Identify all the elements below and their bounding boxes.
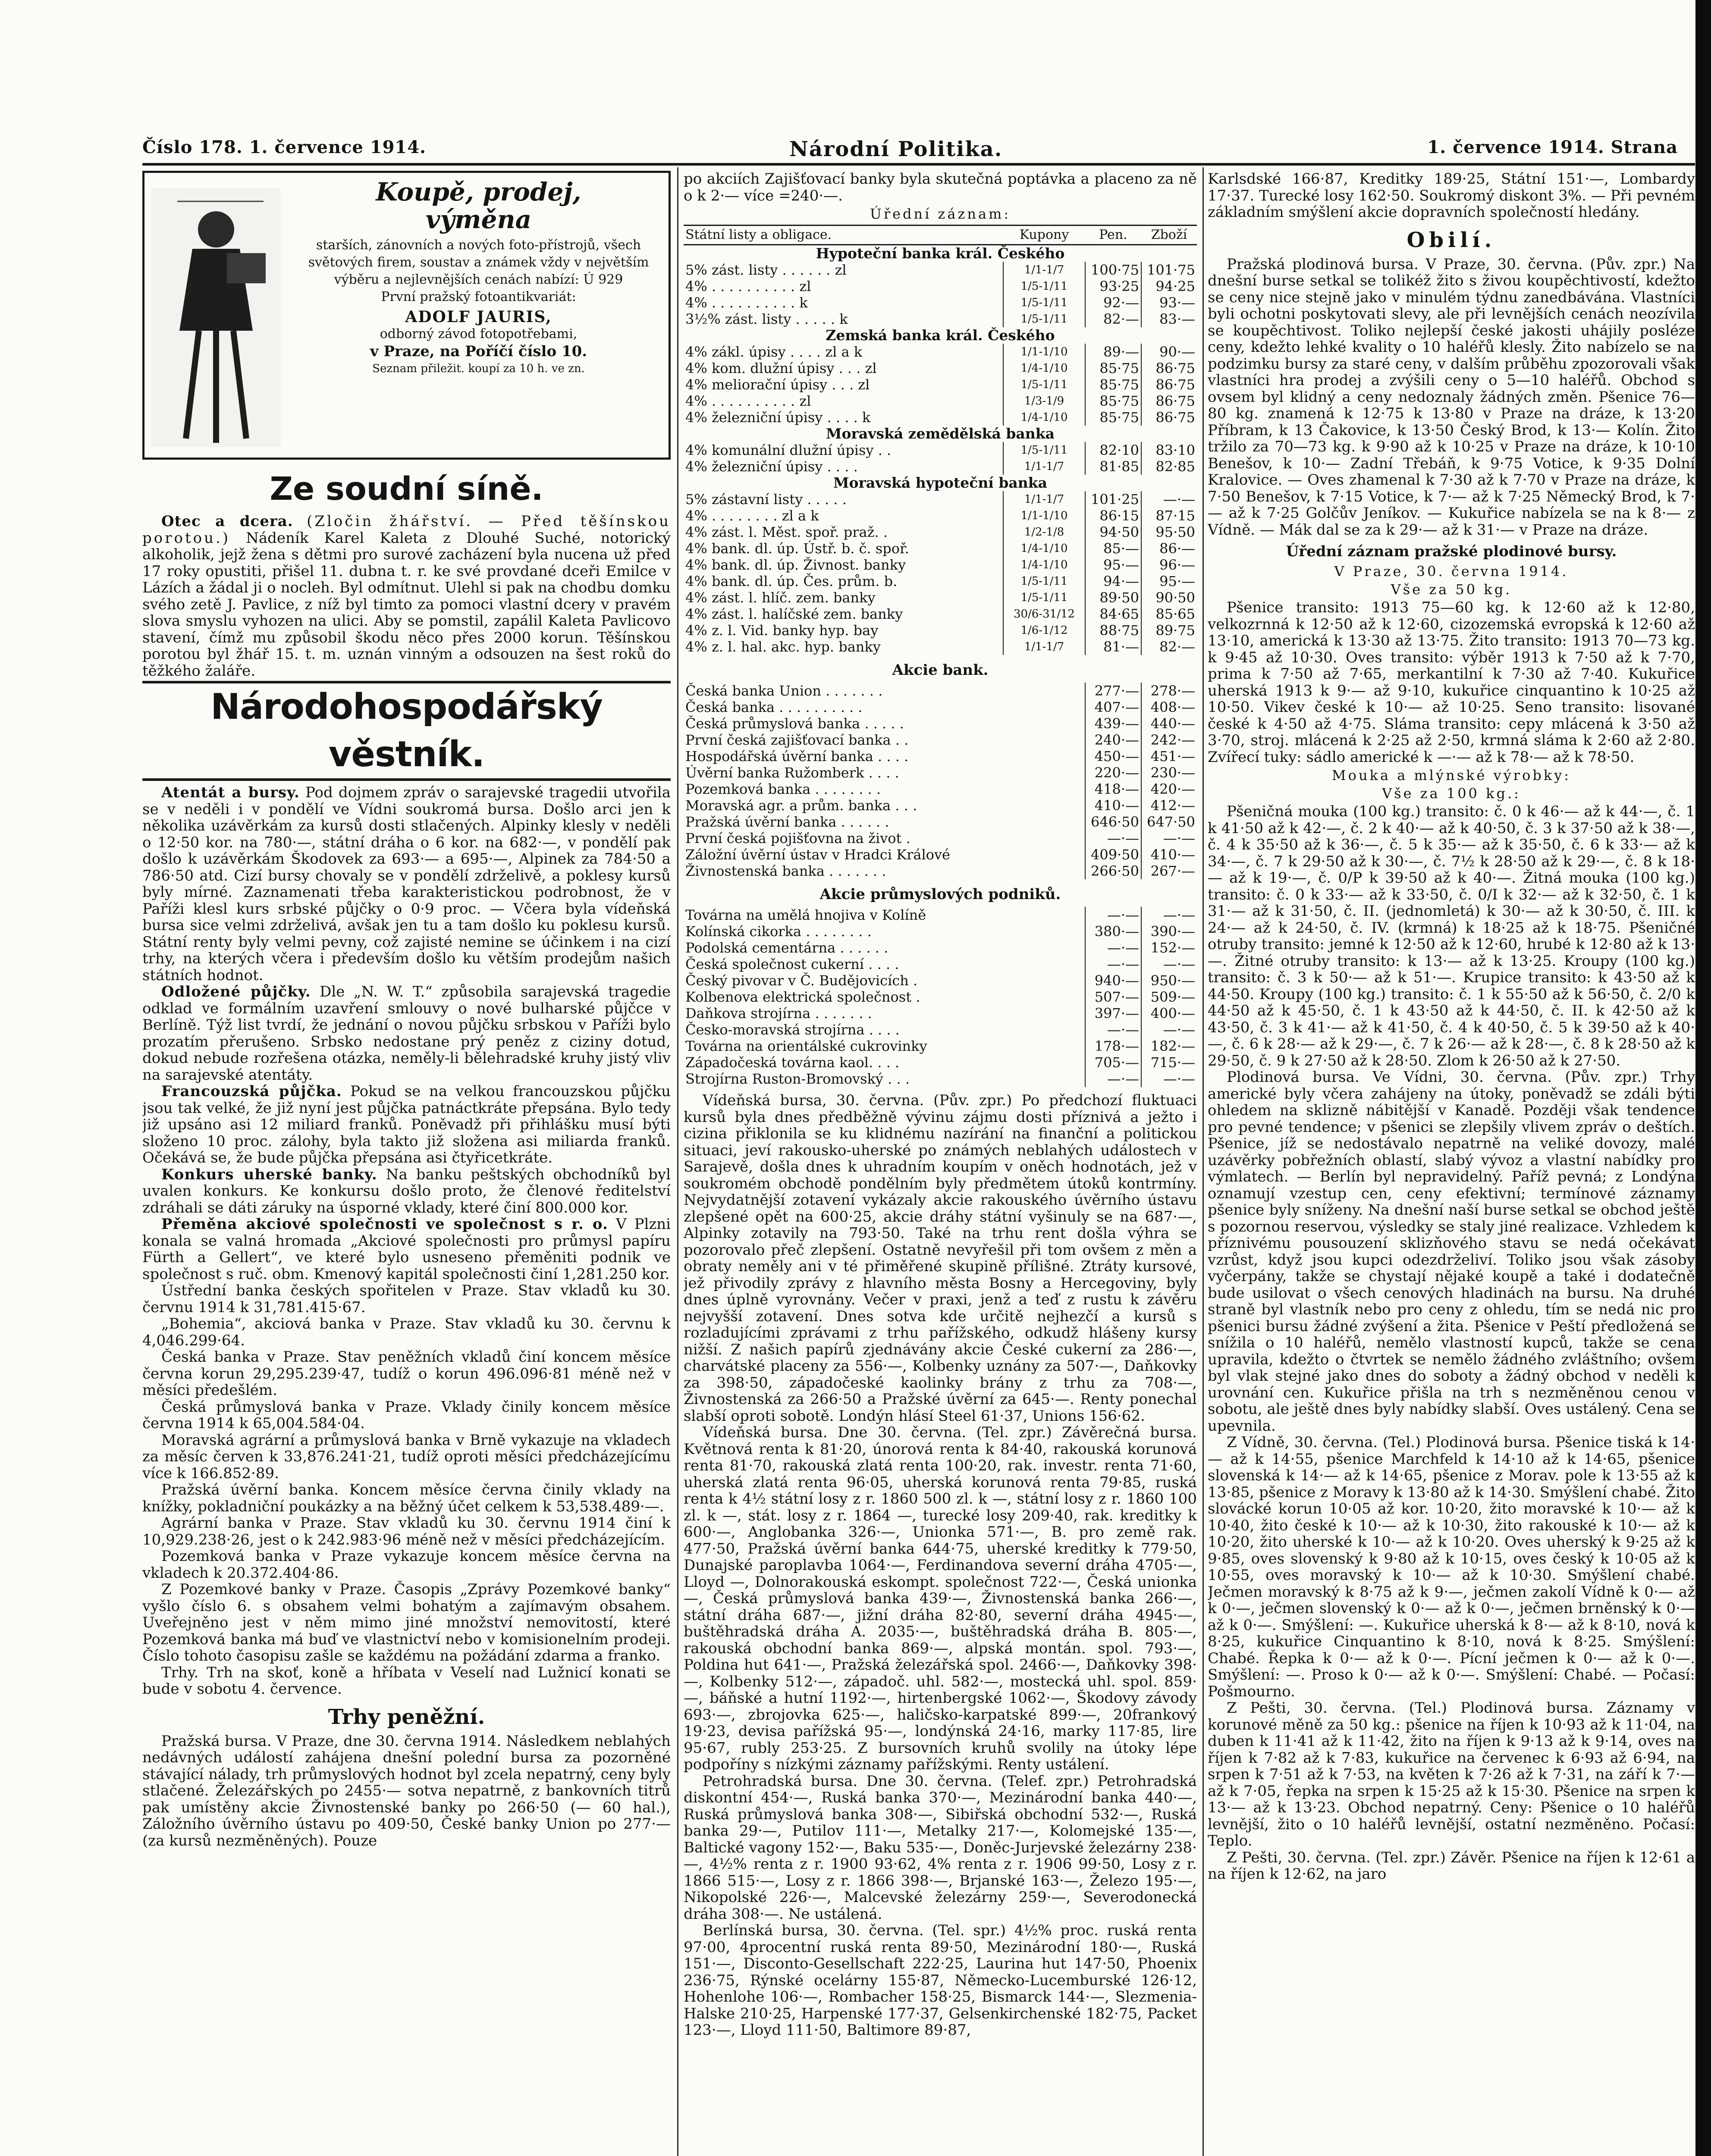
economy-article [142, 1083, 671, 1166]
bond-quotes-table [684, 225, 1197, 655]
ask-price: 83·— [1141, 311, 1197, 327]
ask-price: 95·50 [1141, 524, 1197, 540]
table-row [684, 748, 1197, 765]
coupon-dates: 1/1-1/10 [1003, 508, 1085, 524]
ask-price: 86·75 [1141, 360, 1197, 376]
grain-prices: Pšenice transito: 1913 75—60 kg. k 12·60 až k 12·80, velkozrnná k 12·50 až k 12·60, cizozemská evropská k 12·60 až 13·10, americká k 13·30 až 13·75. Žito transito: 1913 70—73 kg. k 9·45 až 10·30. Oves transito: výběr 1913 k 7·50 až k 7·70, prima k 7·50 až 7·65, merkantilní k 7·30 až 7·40. Kukuřice uherská 1913 k 9·— až 9·10, kukuřice cinquantino k 10·25 až 10·50. Vikev české k 10·— až 10·25. Seno transito: lisované české k 4·50 až 4·75. Sláma transito: cepy mlácená k 3·50 až 3·70, stroj. mlácená k 2·25 až 2·50, krmná sláma k 2·60 až 2·80. Zvířecí tuky: sádlo americké k —·— až k 78·— až k 78·50. [1208, 599, 1695, 766]
ask-price: 96·— [1141, 557, 1197, 573]
security-name: 4% z. l. Vid. banky hyp. bay [685, 622, 879, 639]
article-text: Pod dojmem zpráv o sarajevské tragedii utvořila se v neděli i v pondělí ve Vídni soukromá bursa. Došlo arci jen k několika uzávěrkám za kursů dosti stlačených. Alpinky klesly v neděli o 12·50 kor. na 780·—, státní dráha o 6 kor. na 682·—, v pondělí pak došlo k uzávěrkám Škodovek za 693·— a 695·—, Alpinek za 784·50 a 786·50 atd. Cizí bursy chovaly se v pondělí zdrželivě, a poklesy kursů byly mírné. Zaznamenati třeba karakteristickou podrobnost, že v Paříži klesl kurs srbské půjčky o 0·9 proc. — Včera byla vídeňská bursa sice velmi zdrželivá, avšak jen tu a tam došlo ku poklesu kursů. Státní renty byly velmi pevny, což zajisté nemine se účinkem i na cizí trhy, na kterých včera i především došlo ku větším prodejům našich státních hodnot. [142, 784, 671, 984]
advert-note: Seznam přiležit. koupí za 10 h. ve zn. [372, 362, 585, 375]
security-name: 4% . . . . . . . . . . zl [685, 278, 811, 295]
bid-price: 940·— [1085, 972, 1141, 989]
coupon-dates: 1/5-1/11 [1003, 376, 1085, 393]
coupon-dates: 1/6-1/12 [1003, 622, 1085, 639]
table-row [684, 278, 1197, 295]
table-header-coupons: Kupony [1003, 226, 1085, 245]
bid-price: 85·75 [1085, 393, 1141, 409]
bid-price: 410·— [1085, 797, 1141, 814]
article-text: Pokud se na velkou francouzskou půjčku jsou tak velké, že již nyní jest půjčka patnáctkráte přepsána. Bylo tedy již upsáno asi 12 miliard franků. Poněvadž při přihlášku musí býti složeno 10 proc. zálohy, byla takto již složena asi miliarda franků. Očekává se, že bude půjčka přepsána asi čtyřicetkráte. [142, 1083, 671, 1166]
table-row [684, 360, 1197, 376]
ask-price: 85·65 [1141, 606, 1197, 622]
column-divider [1202, 167, 1204, 2156]
ask-price: 86·— [1141, 540, 1197, 557]
vienna-exchange-report: Vídeňská bursa, 30. června. (Pův. zpr.) Po předchozí fluktuaci kursů byla dnes předběžně vývinu zájmu dosti příznivá a ježto i cizina přiklonila se ku klidnému nazírání na finanční a politickou situaci, jeví rakousko-uherské po známých neblahých událostech v Sarajevě, došla dnes k uhradním koupím v oněch hodnotách, jež v soukromém obchodě pondělním byly předmětem útoků kontrmíny. Nejvydatnější zotavení vykázaly akcie rakouského úvěrního ústavu zlepšené opět na 600·25, akcie dráhy státní vyšinuly se na 687·—, Alpinky zotavily na 793·50. Také na trhu rent došla výhra se pozorovalo přeč zlepšení. Ostatně nevyřešil při tom ovšem z měn a obraty neměly ani v té přiměřené skupině přílišné. Ztráty kursové, jež přivodily zprávy z hlavního města Bosny a Hercegoviny, byly dnes úplně vyrovnány. Večer v praxi, jenž a teď z rustu k závěru nejvyšší zotavení. Dnes sotva kde určitě nejhezčí a kursů s rozladujícími zprávami z trhu pařížského, odkudž hlášeny kursy nižší. Z našich papírů zjednávány akcie České cukerní za 286·—, charvátské placeny za 556·—, Kolbenky uznány za 507·—, Daňkovky za 398·50, západočeské kaolinky brány z trhu za 708·—, Živnostenská za 266·50 a Pražské úvěrní za 645·—. Renty ponechal slabší oproti sobotě. Londýn hlásí Steel 61·37, Unions 156·62. [684, 1092, 1197, 1425]
table-row [684, 245, 1197, 262]
security-name: Daňkova strojírna . . . . . . . [685, 1005, 872, 1022]
deposit-notice: Agrární banka v Praze. Stav vkladů ku 30. červnu 1914 činí k 10,929.238·26, jest o k 242.983·96 méně než v měsíci předcházejícím. [142, 1514, 671, 1548]
bid-price: 220·— [1085, 765, 1141, 781]
prague-exchange-report: Pražská bursa. V Praze, dne 30. června 1914. Následkem neblahých nedávných událostí zahájena dnešní polední bursa za pozorněné stávající nálady, trh průmyslových hodnot byl zcela nepatrný, ceny byly stlačené. Železářských po 2455·— sotva nepatrně, z bankovních titrů pak umístěny akcie Živnostenské banky po 266·50 (— 60 hal.), Záložního úvěrního ústavu po 409·50, České banky Union po 277·— (za kursů nezměněných). Pouze [142, 1732, 671, 1849]
ask-price: 87·15 [1141, 508, 1197, 524]
security-name: 4% bank. dl. úp. Ústř. b. č. spoř. [685, 540, 909, 557]
ask-price: 90·50 [1141, 589, 1197, 606]
deposit-notice: Trhy. Trh na skoť, koně a hříbata v Veselí nad Lužnicí konati se bude v sobotu 4. července. [142, 1664, 671, 1698]
bid-price: 81·85 [1085, 458, 1141, 475]
money-markets-title: Trhy peněžní. [328, 1705, 485, 1729]
prague-grain-report: Pražská plodinová bursa. V Praze, 30. června. (Pův. zpr.) Na dnešní burse setkal se tolikéž žito s živou koupěchtivostí, kdežto se ceny nice stejně jako v minulém týdnu zanedbávána. Vlastníci byli ochotni poskytovati slevy, ale při levnějších cenách neozívila se koupěchtivost. Toliko nejlepší české jakosti uhájily posléze ceny, kdežto lehké kvality o 10 haléřů klesly. Žito nabízelo se na podzimku bursy za staré ceny, v dalším průběhu zpozorovali však vlastníci hra prodej a zvýšili ceny o 5—10 haléřů. Obchod s ovsem byl klidný a ceny nedoznaly žádných změn. Pšenice 76—80 kg. znamená k 12·75 k 13·80 v Praze na dráze, k 13·20 Příbram, k 13 Čakovice, k 13·50 Český Brod, k 13·— Kolín. Žito tržilo za 70—73 kg. k 9·90 až k 10·25 v Praze na dráze, k 10·10 Benešov, k 10·— Zadní Třebáň, k 9·75 Votice, k 9·35 Dolní Kralovice. — Oves zhamenal k 7·30 až k 7·70 v Praze na dráze, k 7·50 Benešov, k 7·15 Votice, k 7·— až k 7·25 Německý Brod, k 7·— až k 7·25 Golčův Jeníkov. — Kukuřice nabízela se na k 8·— z Vídně. — Mák dal se za k 29·— až k 31·— v Praze na dráze. [1208, 255, 1695, 539]
page-header [142, 137, 1695, 166]
economy-section-title: Národohospodářský věstník. [142, 681, 671, 781]
ask-price: 412·— [1141, 797, 1197, 814]
bid-price: 85·75 [1085, 409, 1141, 426]
article-text: Nádeník Karel Kaleta z Dlouhé Suché, notorický alkoholik, jejž žena s dětmi pro surové zacházení byla nucena už před 17 roky opustiti, přišel 11. dubna t. r. ke své provdané dceři Emilce v Lázích a žádal ji o nocleh. Byl odmítnut. Ulehl si pak na chodbu domku svého zetě J. Pavlice, z níž byl timto za pomoci vlastní dcery v pravém slova smyslu vyhozen na ulici. Aby se pomstil, zapálil Kaleta Pavlicovo stavení, čímž mu způsobil škodu něco přes 2000 korun. Těšínskou porotou byl žhář 15. t. m. uznán vinným a odsouzen na šest roků do těžkého žaláře. [142, 529, 671, 680]
bid-price: 85·— [1085, 540, 1141, 557]
table-row [684, 972, 1197, 989]
security-name: 3½% zást. listy . . . . . k [685, 311, 848, 327]
bid-price: 88·75 [1085, 622, 1141, 639]
ask-price: 94·25 [1141, 278, 1197, 295]
table-row [684, 699, 1197, 715]
security-name: 4% meliorační úpisy . . . zl [685, 376, 870, 393]
security-name: Západočeská továrna kaol. . . . [685, 1054, 900, 1071]
bid-price: 82·— [1085, 311, 1141, 327]
bid-price: 380·— [1085, 923, 1141, 940]
ask-price: 95·— [1141, 573, 1197, 589]
bid-price: —·— [1085, 1022, 1141, 1038]
security-name: Záložní úvěrní ústav v Hradci Králové [685, 846, 950, 863]
deposit-notice: Z Pozemkové banky v Praze. Časopis „Zprávy Pozemkové banky“ vyšlo číslo 6. s obsahem velmi bohatým a zajímavým obsahem. Uveřejněno jest v něm mimo jiné množství nemovitostí, které Pozemková banka má buď ve vlastnictví nebo v komisionelním prodeji. Číslo tohoto časopisu zašle se každému na požádání zdarma a franko. [142, 1581, 671, 1664]
deposit-notice: Moravská agrární a průmyslová banka v Brně vykazuje na vkladech za měsíc červen k 33,876.241·21, tudíž oproti měsíci předcházejícímu více k 166.852·89. [142, 1431, 671, 1482]
coupon-dates: 1/2-1/8 [1003, 524, 1085, 540]
column-left [142, 171, 671, 2156]
table-row [684, 589, 1197, 606]
ask-price: 82·— [1141, 639, 1197, 655]
court-article [142, 513, 671, 679]
ask-price: 83·10 [1141, 442, 1197, 458]
official-grain-date: V Praze, 30. června 1914. [1334, 563, 1569, 580]
table-row [684, 426, 1197, 442]
ask-price: 101·75 [1141, 262, 1197, 278]
table-row [684, 765, 1197, 781]
coupon-dates: 1/5-1/11 [1003, 573, 1085, 589]
ask-price: 89·75 [1141, 622, 1197, 639]
coupon-dates: 1/4-1/10 [1003, 409, 1085, 426]
security-name: 4% železniční úpisy . . . . k [685, 409, 871, 426]
economy-article [142, 1216, 671, 1282]
advert-body: starších, zánovních a nových foto-přístrojů, všech světových firem, soustav a známek vždy v největším výběru a nejlevnějších cenách nabízí: Ú 929 [308, 238, 649, 287]
table-row [684, 846, 1197, 863]
bid-price: 94·— [1085, 573, 1141, 589]
bank-shares-title: Akcie bank. [892, 661, 989, 679]
ask-price: 82·85 [1141, 458, 1197, 475]
budapest-closing-report: Z Pešti, 30. června. (Tel. zpr.) Závěr. Pšenice na říjen k 12·61 a na říjen k 12·62, na jaro [1208, 1849, 1695, 1883]
flour-unit: Vše za 100 kg.: [1382, 785, 1521, 802]
table-row [684, 573, 1197, 589]
security-name: 4% zákl. úpisy . . . . zl a k [685, 344, 863, 360]
coupon-dates: 1/3-1/9 [1003, 393, 1085, 409]
advert-headline-2: výměna [425, 205, 532, 234]
table-row [684, 863, 1197, 879]
security-name: 4% zást. l. Měst. spoř. praž. . [685, 524, 888, 540]
advert-address: v Praze, na Poříčí číslo 10. [370, 343, 587, 360]
table-row [684, 606, 1197, 622]
advert-copy [295, 178, 662, 377]
security-name: Česká společnost cukerní . . . . [685, 956, 899, 972]
security-name: 4% železniční úpisy . . . . [685, 458, 858, 475]
bid-price: 407·— [1085, 699, 1141, 715]
table-header-bonds: Státní listy a obligace. [684, 226, 1003, 245]
table-row [684, 830, 1197, 846]
coupon-dates: 1/1-1/7 [1003, 262, 1085, 278]
table-row [684, 409, 1197, 426]
article-rubric: Otec a dcera. [161, 513, 293, 530]
coupon-dates: 1/4-1/10 [1003, 557, 1085, 573]
security-name: Česká banka . . . . . . . . . . [685, 699, 863, 715]
deposit-notice: Ústřední banka českých spořitelen v Praze. Stav vkladů ku 30. červnu 1914 k 31,781.415·67. [142, 1282, 671, 1316]
official-grain-unit: Vše za 50 kg. [1391, 581, 1512, 598]
security-name: 5% zást. listy . . . . . . zl [685, 262, 847, 278]
flour-heading: Mouka a mlýnské výrobky: [1331, 767, 1571, 783]
security-name: 4% komunální dlužní úpisy . . [685, 442, 892, 458]
table-row [684, 295, 1197, 311]
column-middle [684, 171, 1197, 2156]
ask-price: 267·— [1141, 863, 1197, 879]
berlin-exchange-report: Berlínská bursa, 30. června. (Tel. spr.) 4½% proc. ruská renta 97·00, 4procentní ruská renta 89·50, Mezinárodní 180·—, Ruská 151·—, Disconto-Gesellschaft 222·25, Laurina hut 147·50, Phoenix 236·75, Rýnské ocelárny 155·87, Německo-Lucemburské 126·12, Hohenlohe 106·—, Rombacher 158·25, Bismarck 144·—, Slezmenia-Halske 210·25, Harpenské 177·37, Gelsenkirchenské 182·75, Packet 123·—, Lloyd 111·50, Baltimore 89·87, [684, 1922, 1197, 2039]
security-name: Kolbenova elektrická společnost . [685, 989, 920, 1005]
bid-price: —·— [1085, 1071, 1141, 1087]
table-row [684, 376, 1197, 393]
article-text: V Plzni konala se valná hromada „Akciové společnosti pro průmysl papíru Fürth a Gellert“, ve které bylo usneseno přeměniti podnik ve společnost s ruč. obm. Kmenový kapitál společnosti činí 1,281.250 kor. [142, 1216, 671, 1283]
table-row [684, 989, 1197, 1005]
table-header-ask: Zboží [1141, 226, 1197, 245]
bid-price: 93·25 [1085, 278, 1141, 295]
table-row [684, 344, 1197, 360]
table-row [684, 683, 1197, 699]
bid-price: 84·65 [1085, 606, 1141, 622]
table-row [684, 923, 1197, 940]
advert-lead: První pražský fotoantikvariát: [381, 289, 576, 304]
table-row [684, 1071, 1197, 1087]
table-row [684, 540, 1197, 557]
table-row [684, 732, 1197, 748]
ask-price: 950·— [1141, 972, 1197, 989]
security-name: 4% . . . . . . . . . . k [685, 295, 808, 311]
issuer-heading: Moravská zemědělská banka [826, 426, 1055, 442]
grain-section-title: Obilí. [1406, 228, 1496, 252]
security-name: Česká průmyslová banka . . . . . [685, 715, 904, 732]
bid-price: 86·15 [1085, 508, 1141, 524]
advert-firm: ADOLF JAURIS, [405, 308, 552, 326]
bank-shares-table [684, 683, 1197, 879]
paper-margin [0, 0, 1711, 34]
ask-price: 90·— [1141, 344, 1197, 360]
bid-price: 101·25 [1085, 491, 1141, 508]
security-name: 4% . . . . . . . . zl a k [685, 508, 819, 524]
ask-price: 390·— [1141, 923, 1197, 940]
masthead: Národní Politika. [789, 137, 1003, 161]
security-name: První česká zajišťovací banka . . [685, 732, 909, 748]
column-divider [677, 167, 678, 2156]
industrial-shares-table [684, 907, 1197, 1087]
ask-price: 152·— [1141, 940, 1197, 956]
coupon-dates: 1/5-1/11 [1003, 589, 1085, 606]
bid-price: 178·— [1085, 1038, 1141, 1054]
bid-price: 397·— [1085, 1005, 1141, 1022]
column-continuation: po akciích Zajišťovací banky byla skutečná poptávka a placeno za ně o k 2·— více =240·—. [684, 171, 1197, 204]
table-row [684, 1022, 1197, 1038]
ask-price: 400·— [1141, 1005, 1197, 1022]
deposit-notice: „Bohemia“, akciová banka v Praze. Stav vkladů ku 30. červnu k 4,046.299·64. [142, 1315, 671, 1349]
ask-price: —·— [1141, 1022, 1197, 1038]
ask-price: 93·— [1141, 295, 1197, 311]
bid-price: 89·50 [1085, 589, 1141, 606]
security-name: 4% kom. dlužní úpisy . . . zl [685, 360, 877, 376]
scan-border [1695, 0, 1711, 2156]
advert-headline: Koupě, prodej, [376, 177, 581, 207]
bid-price: 507·— [1085, 989, 1141, 1005]
coupon-dates: 1/1-1/7 [1003, 458, 1085, 475]
security-name: První česká pojišťovna na život . [685, 830, 910, 846]
vienna-grain-prices: Z Vídně, 30. června. (Tel.) Plodinová bursa. Pšenice tiská k 14·— až k 14·55, pšenice Marchfeld k 14·10 až k 14·65, pšenice slovenská k 14·— až k 14·65, pšenice z Morav. pole k 13·55 až k 13·85, pšenice z Moravy k 13·80 až k 14·30. Smýšlení chabé. Žito slovácké korun 10·05 až kor. 10·20, žito moravské k 10·— až k 10·40, žito české k 10·— až k 10·30, žito rakouské k 10·— až k 10·20, žito uherské k 10·— až k 10·20. Oves uherský k 9·25 až k 9·85, oves slovenský k 9·80 až k 10·15, oves český k 10·05 až k 10·55, oves moravský k 10·— až k 10·30. Smýšlení chabé. Ječmen moravský k 8·75 až k 9·—, ječmen zakolí Vídně k 0·— až k 0·—, ječmen slovenský k 0·— až k 0·—, ječmen brněnský k 0·— až k 0·—. Smýšlení: —. Kukuřice uherská k 8·— až k 8·10, nová k 8·25, kukuřice Cinquantino k 8·10, nová k 8·25. Smýšlení: Chabé. Řepka k 0·— až k 0·—. Pícní ječmen k 0·— až k 0·—. Smýšlení: —. Proso k 0·— až k 0·—. Smýšlení: Chabé. — Počasí: Pošmourno. [1208, 1434, 1695, 1700]
bid-price: 409·50 [1085, 846, 1141, 863]
column-continuation: Karlsdské 166·87, Kreditky 189·25, Státní 151·—, Lombardy 17·37. Turecké losy 162·50. Soukromý diskont 3%. — Při pevném základním smýšlení akcie dopravních společností hledány. [1208, 171, 1695, 221]
bid-price: 81·— [1085, 639, 1141, 655]
bid-price: 277·— [1085, 683, 1141, 699]
industrial-shares-title: Akcie průmyslových podniků. [819, 886, 1061, 903]
deposit-notice: Česká průmyslová banka v Praze. Vklady činily koncem měsíce června 1914 k 65,004.584·04. [142, 1398, 671, 1432]
column-right [1208, 171, 1695, 2156]
economy-article [142, 784, 671, 984]
table-row [684, 557, 1197, 573]
petersburg-exchange-report: Petrohradská bursa. Dne 30. června. (Telef. zpr.) Petrohradská diskontní 454·—, Ruská banka 370·—, Mezinárodní banka 440·—, Ruská průmyslová banka 308·—, Sibiřská obchodní 532·—, Ruská banka 29·—, Putilov 111·—, Metalky 217·—, Kolomejské 135·—, Baltické vagony 152·—, Baku 535·—, Doněc-Jurjevské železárny 238·—, 4½% renta z r. 1900 93·62, 4% renta z r. 1906 99·50, Losy z r. 1866 515·—, Losy z r. 1866 398·—, Brjanské 163·—, Železo 195·—, Nikopolské 226·—, Malcevské železárny 259·—, Severodonecká dráha 308·—. Ne ustálená. [684, 1772, 1197, 1923]
bid-price: —·— [1085, 830, 1141, 846]
table-row [684, 475, 1197, 491]
article-text: Na banku peštských obchodníků byl uvalen konkurs. Ke konkursu došlo proto, že členové ředitelství zdráhali se dáti záruky na úsporné vklady, které činí 800.000 kor. [142, 1166, 671, 1216]
bid-price: 89·— [1085, 344, 1141, 360]
article-subhead: (Zločin žhářství. — Před těšínskou porotou.) [142, 513, 671, 547]
bid-price: —·— [1085, 940, 1141, 956]
table-row [684, 458, 1197, 475]
ask-price: 509·— [1141, 989, 1197, 1005]
official-grain-heading: Úřední záznam pražské plodinové bursy. [1286, 543, 1617, 560]
security-name: Úvěrní banka Ružomberk . . . . [685, 765, 899, 781]
table-row [684, 622, 1197, 639]
security-name: Hospodářská úvěrní banka . . . . [685, 748, 909, 765]
ask-price: 420·— [1141, 781, 1197, 797]
table-row [684, 1038, 1197, 1054]
security-name: Strojírna Ruston-Bromovský . . . [685, 1071, 910, 1087]
table-row [684, 262, 1197, 278]
vienna-closing-report: Vídeňská bursa. Dne 30. června. (Tel. zpr.) Závěrečná bursa. Květnová renta k 81·20, únorová renta k 84·40, rakouská korunová renta 81·70, rakouská zlatá renta 100·20, rak. investr. renta 71·60, uherská zlatá renta 96·05, uherská korunová renta 79·85, ruská renta k 4½ státní losy z r. 1860 500 zl. k —, státní losy z r. 1860 100 zl. k —, stát. losy z r. 1864 —, turecké losy 209·40, rak. kreditky k 600·—, Anglobanka 326·—, Unionka 571·—, B. pro země rak. 477·50, Pražská úvěrní banka 644·75, uherské kreditky k 779·50, Dunajské paroplavba 1064·—, Ferdinandova severní dráha 4705·—, Lloyd —, Dolnorakouská eskompt. společnost 722·—, Česká unionka —, Česká průmyslová banka 439·—, Živnostenská banka 266·—, státní dráha 687·—, jižní dráha 82·80, severní dráha 4945·—, buštěhradská dráha A. 2035·—, buštěhradská dráha B. 805·—, rakouská obchodní banka 869·—, alpská montán. spol. 793·—, Poldina hut 641·—, Pražská železářská spol. 2466·—, Daňkovky 398·—, Kolbenky 512·—, západoč. uhl. 582·—, mostecká uhl. spol. 859·—, báňské a hutní 1192·—, hirtenbergské 1062·—, Škodovy závody 693·—, zbrojovka 625·—, haličsko-karpatské 899·—, 20frankový 19·23, devisa pařížská 95·—, londýnská 24·16, marky 117·85, lire 95·67, rubly 253·25. Z bursovních kruhů svolily na útoky lépe podpoříny s nízkými záznamy pařížskými. Renty ustálení. [684, 1424, 1197, 1773]
coupon-dates: 1/5-1/11 [1003, 311, 1085, 327]
bid-price: 266·50 [1085, 863, 1141, 879]
economy-article [142, 1166, 671, 1216]
table-row [684, 956, 1197, 972]
security-name: 4% zást. l. hlíč. zem. banky [685, 589, 876, 606]
page-date: 1. července 1914. Strana [1427, 137, 1678, 157]
table-row [684, 491, 1197, 508]
issue-number: Číslo 178. 1. července 1914. [142, 137, 427, 157]
issuer-heading: Zemská banka král. Českého [826, 327, 1055, 344]
ask-price: 86·75 [1141, 376, 1197, 393]
coupon-dates: 1/4-1/10 [1003, 540, 1085, 557]
security-name: Pozemková banka . . . . . . . . [685, 781, 881, 797]
security-name: Pražská úvěrní banka . . . . . . [685, 814, 889, 830]
coupon-dates: 1/1-1/7 [1003, 639, 1085, 655]
ask-price: —·— [1141, 830, 1197, 846]
deposit-notice: Pražská úvěrní banka. Koncem měsíce června činily vklady na knížky, pokladniční poukázky a na běžný účet celkem k 53,538.489·—. [142, 1481, 671, 1515]
coupon-dates: 1/5-1/11 [1003, 278, 1085, 295]
bid-price: 94·50 [1085, 524, 1141, 540]
table-row [684, 1005, 1197, 1022]
bid-price: 82·10 [1085, 442, 1141, 458]
security-name: 4% bank. dl. úp. Živnost. banky [685, 557, 906, 573]
court-section-title: Ze soudní síně. [270, 470, 543, 508]
table-row [684, 907, 1197, 923]
security-name: Moravská agr. a prům. banka . . . [685, 797, 917, 814]
table-row [684, 715, 1197, 732]
article-rubric: Odložené půjčky. [161, 983, 311, 1000]
flour-prices: Pšeničná mouka (100 kg.) transito: č. 0 k 46·— až k 44·—, č. 1 k 41·50 až k 42·—, č. 2 k 40·— až k 40·50, č. 3 k 37·50 až k 38·—, č. 4 k 35·50 až k 36·—, č. 5 k 35·— až k 35·50, č. 6 k 33·— až k 34·—, č. 7 k 29·50 až k 30·—, č. 7½ k 28·50 až k 29·—, č. 8 k 18·— až k 19·—, č. 0/P k 39·50 až k 40·—. Žitná mouka (100 kg.) transito: č. 0 k 33·— až k 33·50, č. 0/I k 32·— až k 32·50, č. 1 k 31·— až k 31·50, č. II. (jednomletá) k 30·— až k 30·50, č. III. k 24·— až k 24·50, č. IV. (krmná) k 18·25 až k 18·75. Pšeničné otruby transito: jemné k 12·50 až k 12·60, hrubé k 12·80 až k 13·—. Žitné otruby transito: k 13·— až k 13·25. Kroupy (100 kg.) transito: č. 3 k 50·— až k 51·—. Krupice transito: k 43·50 až k 44·50. Kroupy (100 kg.) transito: č. 1 k 55·50 až k 56·50, č. 2/0 k 44·50 až k 45·50, č. 1 k 43·50 až k 44·50, č. II. k 42·50 až k 43·50, č. 3 k 41·— až k 41·50, č. 4 k 40·50, č. 5 k 39·50 až k 40·—, č. 6 k 28·— až k 29·—, č. 7 k 26·— až k 28·—, č. 8 k 28·50 až k 29·50, č. 9 k 27·50 až k 28·50. Zlom k 26·50 až k 27·50. [1208, 803, 1695, 1069]
ask-price: —·— [1141, 491, 1197, 508]
table-row [684, 442, 1197, 458]
table-row [684, 393, 1197, 409]
security-name: 4% bank. dl. úp. Čes. prům. b. [685, 573, 898, 589]
budapest-grain-report: Z Pešti, 30. června. (Tel.) Plodinová bursa. Záznamy v korunové měně za 50 kg.: pšenice na říjen k 10·93 až k 11·04, na duben k 11·41 až k 11·42, žito na říjen k 9·13 až k 9·14, oves na říjen k 7·82 až k 7·83, kukuřice na červenec k 6·93 až 6·94, na srpen k 7·51 až k 7·53, na květen k 7·26 až k 7·31, na září k 7·— až k 7·05, řepka na srpen k 15·25 až k 15·30. Pšenice na srpen k 13·— až k 13·23. Obchod nepatrný. Ceny: Pšenice o 10 haléřů levnější, žito o 10 haléřů levnější, ostatní nezměněno. Počasí: Teplo. [1208, 1699, 1695, 1849]
table-row [684, 797, 1197, 814]
ask-price: 647·50 [1141, 814, 1197, 830]
ask-price: 86·75 [1141, 393, 1197, 409]
security-name: 5% zástavní listy . . . . . [685, 491, 847, 508]
bid-price: —·— [1085, 956, 1141, 972]
coupon-dates: 1/5-1/11 [1003, 442, 1085, 458]
ask-price: 242·— [1141, 732, 1197, 748]
ask-price: —·— [1141, 907, 1197, 923]
ask-price: —·— [1141, 1071, 1197, 1087]
bid-price: 450·— [1085, 748, 1141, 765]
table-row [684, 508, 1197, 524]
table-row [684, 311, 1197, 327]
coupon-dates: 30/6-31/12 [1003, 606, 1085, 622]
security-name: Podolská cementárna . . . . . . [685, 940, 888, 956]
ask-price: 230·— [1141, 765, 1197, 781]
bid-price: —·— [1085, 907, 1141, 923]
ask-price: —·— [1141, 956, 1197, 972]
bid-price: 418·— [1085, 781, 1141, 797]
security-name: 4% zást. l. halíčské zem. banky [685, 606, 903, 622]
bid-price: 100·75 [1085, 262, 1141, 278]
security-name: Továrna na orientálské cukrovinky [685, 1038, 927, 1054]
ask-price: 451·— [1141, 748, 1197, 765]
security-name: Živnostenská banka . . . . . . . [685, 863, 886, 879]
ask-price: 408·— [1141, 699, 1197, 715]
vienna-grain-report: Plodinová bursa. Ve Vídni, 30. června. (Pův. zpr.) Trhy americké byly včera zahájeny na útoky, poněvadž se zdáli býti ohledem na sklizně nábitější v Kanadě. Později však tendence pro pevné tendence; v pšenici se zlepšily vlivem zpráv o deštích. Pšenice, jíž se nedostávalo nepatrně na veliké dovozy, malé uzávěrky pobřežních oblastí, slabý vývoz a vlastní nabídky pro výmlatech. — Berlín byl nepravidelný. Paříž pevná; z Londýna oznamují vzestup cen, ceny efektivní; termínové záznamy pšenice byly sníženy. Na dnešní naší burse setkal se obchod ještě s pozornou reservou, výsledky se staly jiné realizace. Vzhledem k příznivému pousouzení sklizňového stavu se nedá očekávat vzrůst, když jsou kupci odezdrželiví. Toliko jsou však zásoby vyčerpány, takže se chystají nějaké koupě a také i dodatečně bude usilovat o všech cenových hladinách na bursu. Na druhé straně byl vlastník nebo pro ceny z ohledu, tím se nedá nic pro pšenici bursu žádné zvýšení a žita. Pšenice v Peští předložená se snížila o 10 haléřů, nemělo vlastností kupců, takže se cena upravila, kdežto o čtvrtek se nemělo žádného zvláštního; ovšem byl vlak stejné jako dnes do soboty a žádný obchod v neděli k urovnání cen. Kukuřice přišla na trh s nezměněnou cenou v sobotu, ale ještě dnes byly nabídky slabší. Oves ustálený. Cena se upevnila. [1208, 1069, 1695, 1435]
ask-price: 278·— [1141, 683, 1197, 699]
bid-price: 85·75 [1085, 360, 1141, 376]
deposit-notice: Pozemková banka v Praze vykazuje koncem měsíce června na vkladech k 20.372.404·86. [142, 1548, 671, 1582]
security-name: Česko-moravská strojírna . . . . [685, 1022, 900, 1038]
ask-price: 715·— [1141, 1054, 1197, 1071]
coupon-dates: 1/1-1/7 [1003, 491, 1085, 508]
security-name: Továrna na umělá hnojiva v Kolíně [685, 907, 926, 923]
issuer-heading: Moravská hypoteční banka [833, 475, 1048, 491]
security-name: Kolínská cikorka . . . . . . . . [685, 923, 872, 940]
bid-price: 646·50 [1085, 814, 1141, 830]
coupon-dates: 1/1-1/10 [1003, 344, 1085, 360]
economy-article [142, 984, 671, 1083]
table-row [684, 1054, 1197, 1071]
ask-price: 410·— [1141, 846, 1197, 863]
official-record-heading: Úřední záznam: [870, 206, 1011, 222]
ask-price: 182·— [1141, 1038, 1197, 1054]
camera-advertisement [142, 171, 671, 460]
bid-price: 439·— [1085, 715, 1141, 732]
coupon-dates: 1/5-1/11 [1003, 295, 1085, 311]
deposit-notice: Česká banka v Praze. Stav peněžních vkladů činí koncem měsíce června korun 29,295.239·47, tudíž o korun 496.096·81 méně než v měsíci předešlém. [142, 1348, 671, 1399]
advert-desc: odborný závod fotopotřebami, [380, 326, 578, 342]
table-row [684, 940, 1197, 956]
article-rubric: Francouzská půjčka. [161, 1083, 342, 1100]
bid-price: 240·— [1085, 732, 1141, 748]
security-name: 4% . . . . . . . . . . zl [685, 393, 811, 409]
bid-price: 92·— [1085, 295, 1141, 311]
ask-price: 440·— [1141, 715, 1197, 732]
article-rubric: Přeměna akciové společnosti ve společnost s r. o. [161, 1216, 608, 1233]
article-text: Dle „N. W. T.“ způsobila sarajevská tragedie odklad ve formálním uzavření smlouvy o nové bulharské půjčce v Berlíně. Týž list tvrdí, že jednání o novou půjčku srbskou v Paříži bylo prozatím přerušeno. Srbsko nedostane prý peněz z ciziny dotud, dokud nebude rozřešena otázka, neměly-li bělehradské kruhy jistý vliv na sarajevské atentáty. [142, 983, 671, 1084]
bid-price: 85·75 [1085, 376, 1141, 393]
table-row [684, 327, 1197, 344]
article-rubric: Atentát a bursy. [161, 784, 300, 801]
security-name: 4% z. l. hal. akc. hyp. banky [685, 639, 881, 655]
ask-price: 86·75 [1141, 409, 1197, 426]
article-rubric: Konkurs uherské banky. [161, 1166, 377, 1183]
issuer-heading: Hypoteční banka král. Českého [816, 245, 1065, 262]
table-row [684, 639, 1197, 655]
security-name: Český pivovar v Č. Budějovicích . [685, 972, 918, 989]
security-name: Česká banka Union . . . . . . . [685, 683, 883, 699]
table-header-bid: Pen. [1085, 226, 1141, 245]
bid-price: 95·— [1085, 557, 1141, 573]
photographer-illustration [151, 188, 281, 447]
table-row [684, 524, 1197, 540]
coupon-dates: 1/4-1/10 [1003, 360, 1085, 376]
table-row [684, 781, 1197, 797]
bid-price: 705·— [1085, 1054, 1141, 1071]
table-row [684, 814, 1197, 830]
